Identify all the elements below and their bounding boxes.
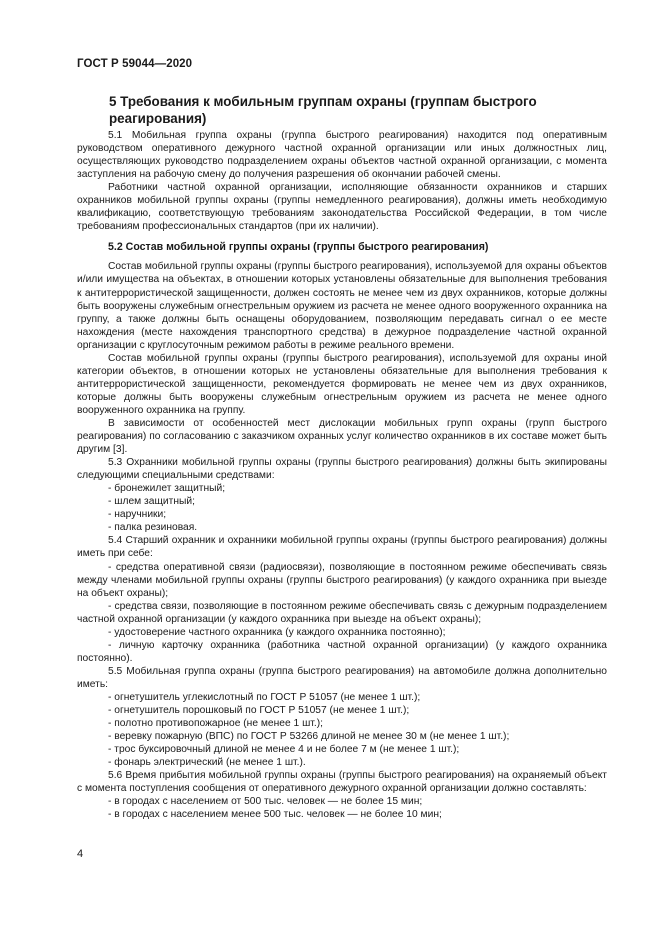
- paragraph: 5.3 Охранники мобильной группы охраны (группы быстрого реагирования) должны быть экипированы следующими специальными средствами:: [77, 457, 607, 482]
- list-item: - трос буксировочный длиной не менее 4 и не более 7 м (не менее 1 шт.);: [108, 744, 460, 756]
- paragraph: 5.1 Мобильная группа охраны (группа быстрого реагирования) находится под оперативным руководством оперативного дежурного частной охранной организации или иных должностных лиц, осуществляющих руководство подразделением охраны объектов частной охранной организации, с момента заступления на рабочую смену до получения разрешения об окончании рабочей смены.: [77, 130, 607, 181]
- list-item: - средства связи, позволяющие в постоянном режиме обеспечивать связь с дежурным подразделением частной охранной организации (у каждого охранника при выезде на объект охраны);: [77, 600, 607, 625]
- list-item: - в городах с населением от 500 тыс. человек — не более 15 мин;: [108, 796, 423, 808]
- body-text: [77, 129, 607, 821]
- list-item: - в городах с населением менее 500 тыс. человек — не более 10 мин;: [108, 809, 442, 821]
- list-item: - удостоверение частного охранника (у каждого охранника постоянно);: [108, 626, 446, 638]
- list-item: - личную карточку охранника (работника частной охранной организации) (у каждого охранника постоянно).: [77, 639, 607, 664]
- list-item: - средства оперативной связи (радиосвязи), позволяющие в постоянном режиме обеспечивать связь между членами мобильной группы охраны (группы быстрого реагирования) (у каждого охранника при выезде на объект охраны);: [77, 561, 607, 599]
- list-item: - наручники;: [108, 509, 167, 521]
- list-item: - палка резиновая.: [108, 522, 198, 534]
- paragraph: Работники частной охранной организации, исполняющие обязанности охранников и старших охранников мобильной группы охраны (группы немедленного реагирования), должны иметь необходимую квалификацию, соответствующую требованиям законодательства Российской Федерации, в том числе требованиям профессиональных стандартов (при их наличии).: [77, 182, 607, 233]
- list-item: - веревку пожарную (ВПС) по ГОСТ Р 53266 длиной не менее 30 м (не менее 1 шт.);: [108, 731, 510, 743]
- paragraph: 5.5 Мобильная группа охраны (группа быстрого реагирования) на автомобиле должна дополнительно иметь:: [77, 665, 607, 690]
- list-item: - огнетушитель углекислотный по ГОСТ Р 51057 (не менее 1 шт.);: [108, 691, 421, 703]
- list-item: - шлем защитный;: [108, 496, 195, 508]
- subsection-heading: 5.2 Состав мобильной группы охраны (группы быстрого реагирования): [108, 241, 489, 254]
- list-item: - фонарь электрический (не менее 1 шт.).: [108, 757, 306, 769]
- section-title: 5 Требования к мобильным группам охраны (группам быстрого реагирования): [109, 94, 537, 126]
- list-item: - полотно противопожарное (не менее 1 шт.);: [108, 718, 323, 730]
- list-item: - бронежилет защитный;: [108, 483, 226, 495]
- list-item: - огнетушитель порошковый по ГОСТ Р 51057 (не менее 1 шт.);: [108, 705, 410, 717]
- paragraph: Состав мобильной группы охраны (группы быстрого реагирования), используемой для охраны объектов и/или имущества на объектах, в отношении которых установлены обязательные для выполнения требования к антитеррористической защищенности, должен состоять не менее чем из двух охранников, которые должны быть вооружены служебным огнестрельным оружием из расчета не менее одного вооруженного охранника на группу, а также должны быть оснащены оборудованием, позволяющим передавать сигнал о ее месте нахождения (месте нахождения транспортного средства) в дежурное подразделение частной охранной организации с круглосуточным режимом работы в режиме реального времени.: [77, 261, 607, 351]
- paragraph: 5.6 Время прибытия мобильной группы охраны (группы быстрого реагирования) на охраняемый объект с момента поступления сообщения от оперативного дежурного охранной организации должно составлять:: [77, 770, 607, 795]
- paragraph: 5.4 Старший охранник и охранники мобильной группы охраны (группы быстрого реагирования) должны иметь при себе:: [77, 535, 607, 560]
- paragraph: Состав мобильной группы охраны (группы быстрого реагирования), используемой для охраны иной категории объектов, в отношении которых не установлены обязательные для выполнения требования к антитеррористической защищенности, рекомендуется формировать не менее чем из двух охранников, которые должны быть вооружены служебным огнестрельным оружием из расчета не менее одного вооруженного охранника на группу.: [77, 352, 607, 416]
- standard-header: ГОСТ Р 59044—2020: [77, 58, 193, 70]
- paragraph: В зависимости от особенностей мест дислокации мобильных групп охраны (групп быстрого реагирования) по согласованию с заказчиком охранных услуг количество охранников в их составе может быть другим [3].: [77, 417, 607, 456]
- page-number: 4: [77, 848, 84, 860]
